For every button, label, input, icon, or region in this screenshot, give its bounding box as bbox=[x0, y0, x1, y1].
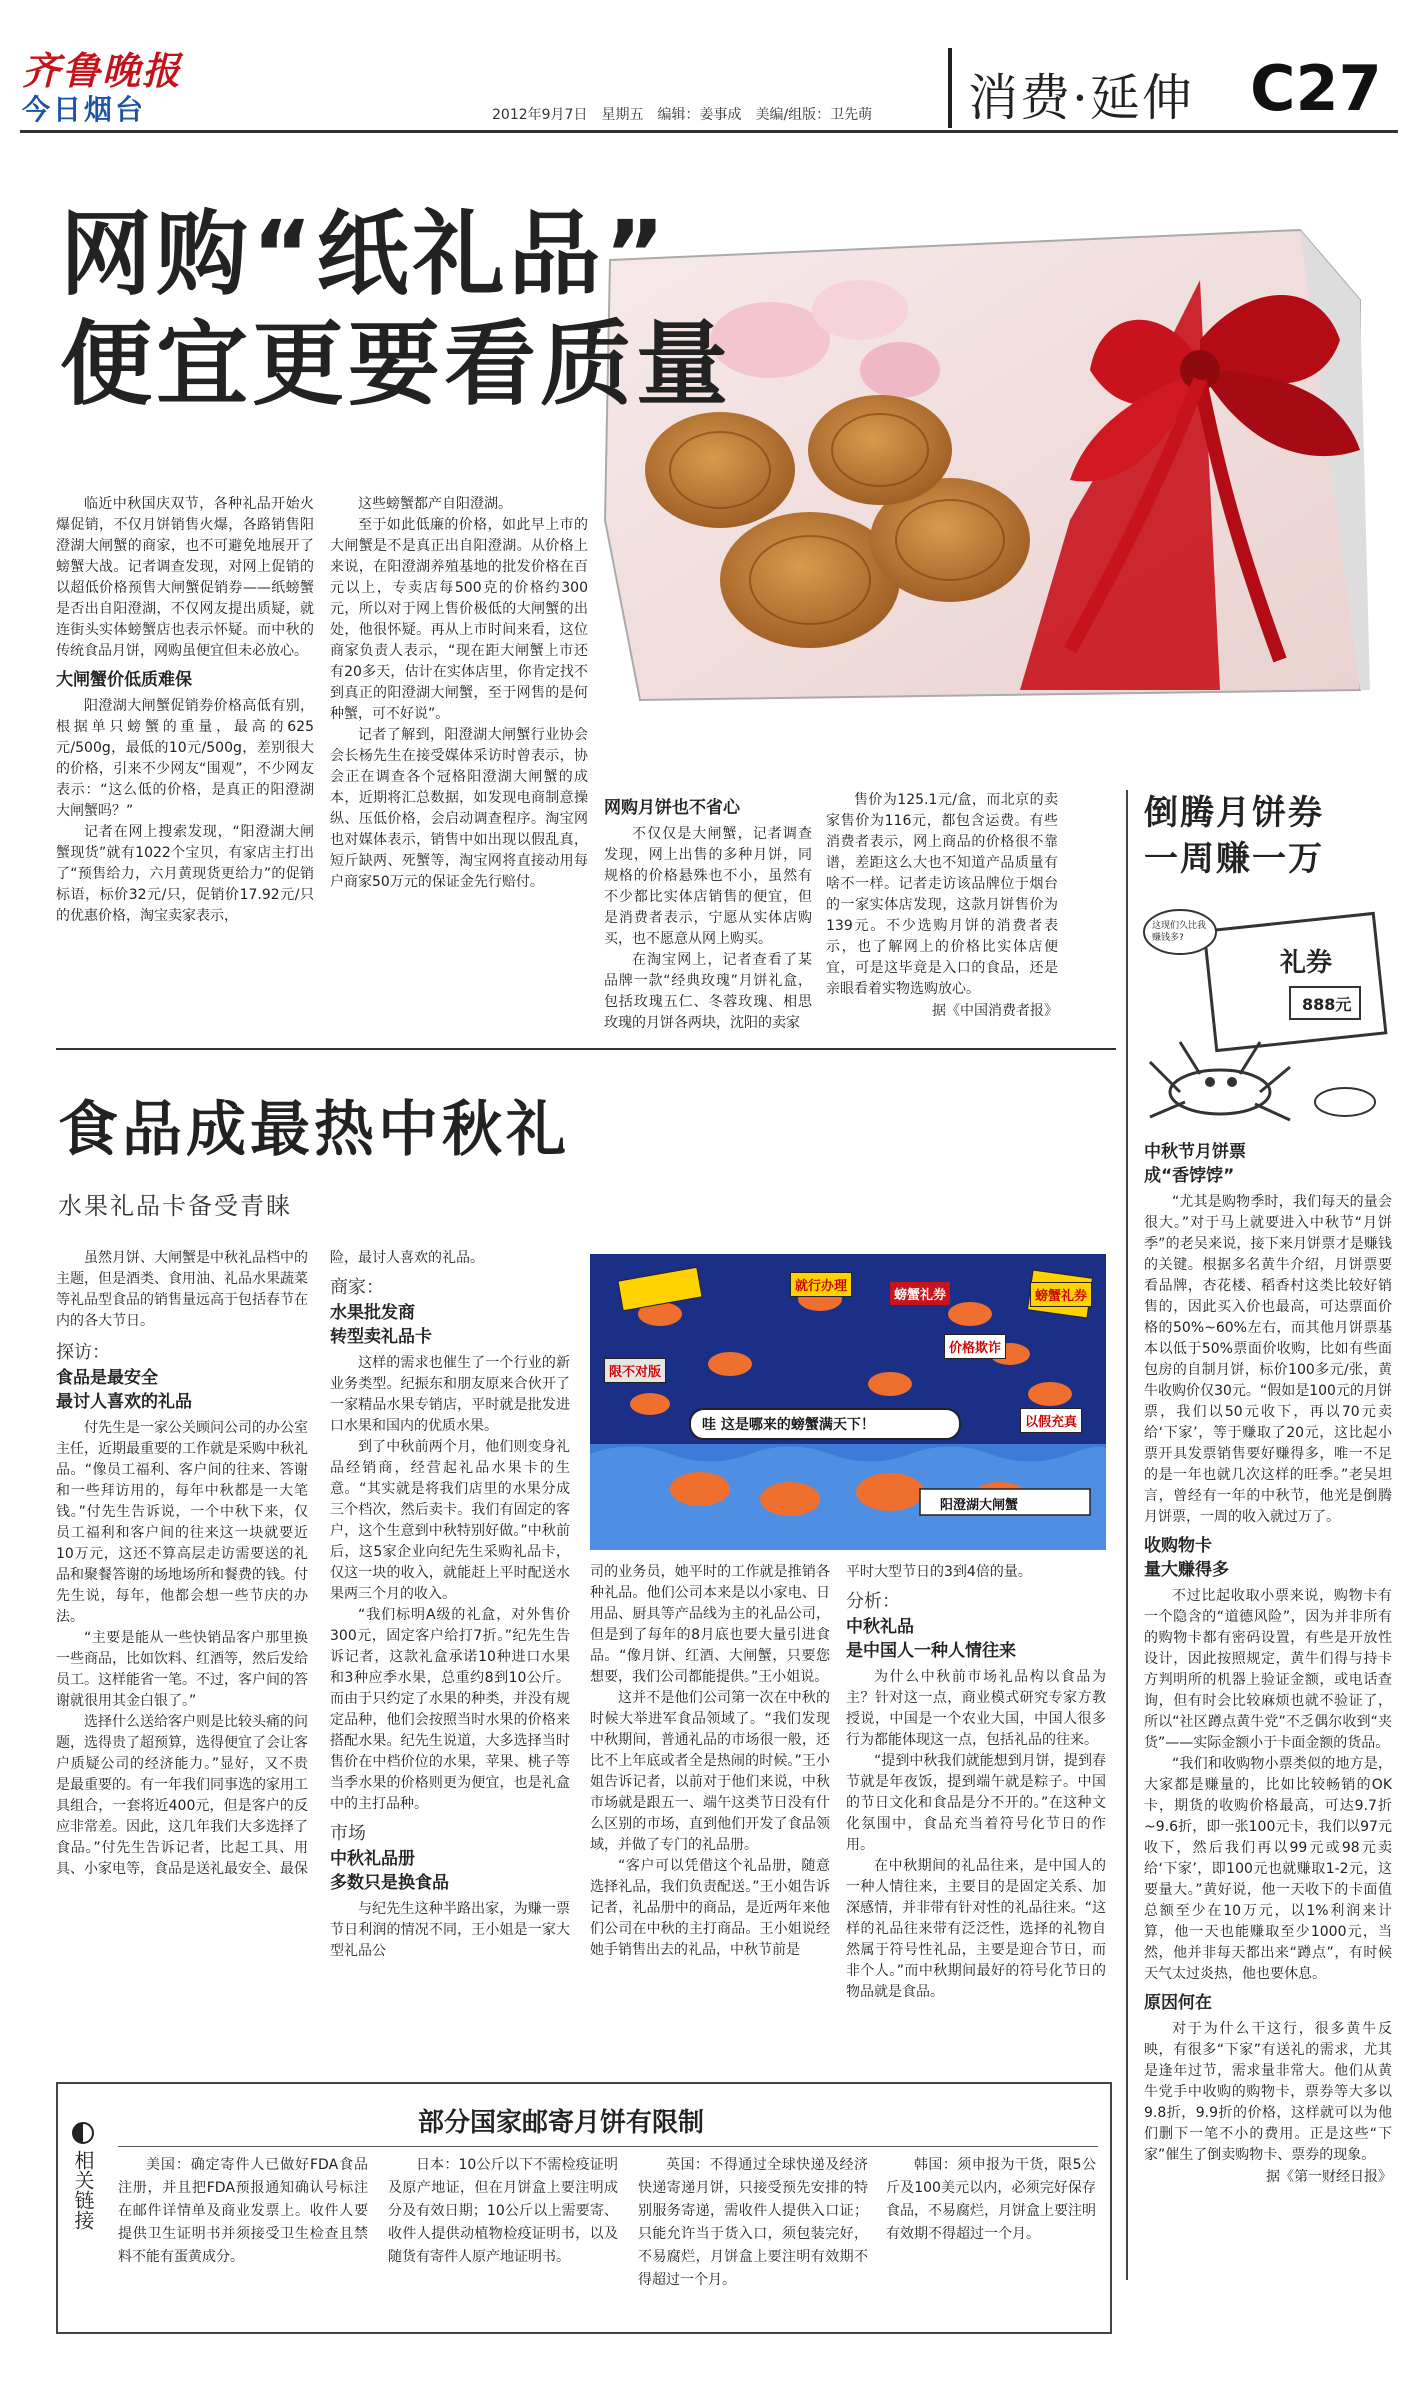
article2-label: 探访： bbox=[56, 1342, 110, 1363]
article2-subhead: 食品是最安全 bbox=[56, 1368, 158, 1388]
article2-subhead: 多数只是换食品 bbox=[330, 1873, 449, 1893]
sidebar-title-1: 倒腾月饼券 bbox=[1144, 793, 1324, 833]
article2-para: “提到中秋我们就能想到月饼，提到春节就是年夜饭，提到端午就是粽子。中国的节日文化和食品是分不开的。”在这种文化氛围中，食品充当着符号化节日的作用。 bbox=[846, 1753, 1106, 1853]
page-number: C27 bbox=[1250, 52, 1382, 125]
cartoon-ticket-price: 888元 bbox=[1302, 995, 1352, 1014]
related-column-uk: 英国：不得通过全球快递及经济快递寄递月饼，只接受预先安排的特别服务寄递，需收件人提供入口证；只能允许当于货入口，须包装完好，不易腐烂，月饼盒上要注明有效期不得超过一个月。 bbox=[638, 2157, 868, 2288]
related-label-circle-icon bbox=[72, 2122, 94, 2144]
sidebar-subhead: 收购物卡 bbox=[1144, 1536, 1212, 1556]
article2-para: “主要是能从一些快销品客户那里换一些商品，比如饮料、红酒等，然后发给员工。这样能省一笔。不过，客户间的答谢就很用其金白银了。” bbox=[56, 1630, 308, 1709]
article1-title-line2: 便宜更要看质量 bbox=[60, 311, 733, 418]
edition-label: 今日烟台 bbox=[22, 93, 147, 126]
article2-para: “客户可以凭借这个礼品册，随意选择礼品，我们负责配送。”王小姐告诉记者，礼品册中的商品，是近两年来他们公司在中秋的主打商品。王小姐说经她手销售出去的礼品，中秋节前是 bbox=[590, 1858, 830, 1958]
article2-para: 到了中秋前两个月，他们则变身礼品经销商，经营起礼品水果卡的生意。“其实就是将我们店里的水果分成三个档次，然后卖卡。我们有固定的客户，这个生意到中秋特别好做。”中秋前后，这5家企业向纪先生采购礼品卡，仅这一块的收入，就能赶上平时配送水果两三个月的收入。 bbox=[330, 1439, 570, 1602]
sidebar-para: 对于为什么干这行，很多黄牛反映，有很多“下家”有送礼的需求，尤其是逢年过节，需求量非常大。他们从黄牛党手中收购的购物卡，票券等大多以9.8折，9.9折的价格，这样就可以为他们删下一笔不小的费用。正是这些“下家”催生了倒卖购物卡、票券的现象。 bbox=[1144, 2021, 1392, 2163]
paper-name: 齐鲁晚报 bbox=[22, 48, 183, 93]
cartoon-tag: 价格欺诈 bbox=[944, 1334, 1006, 1359]
article1-para: 不仅仅是大闸蟹，记者调查发现，网上出售的多种月饼，同规格的价格悬殊也不小，虽然有不少都比实体店销售的便宜，但是消费者表示，宁愿从实体店购买，也不愿意从网上购买。 bbox=[604, 826, 812, 947]
article1-para: 临近中秋国庆双节，各种礼品开始火爆促销，不仅月饼销售火爆，各路销售阳澄湖大闸蟹的商家，也不可避免地展开了螃蟹大战。记者调查发现，对网上促销的以超低价格预售大闸蟹促销券——纸螃蟹是否出自阳澄湖，不仅网友提出质疑，就连街头实体螃蟹店也表示怀疑。而中秋的传统食品月饼，网购虽便宜但未必放心。 bbox=[56, 496, 314, 659]
article1-column-2 bbox=[330, 494, 588, 893]
article2-subhead: 转型卖礼品卡 bbox=[330, 1327, 432, 1347]
article2-para: 虽然月饼、大闸蟹是中秋礼品档中的主题，但是酒类、食用油、礼品水果蔬菜等礼品型食品的销售量远高于包括春节在内的各大节日。 bbox=[56, 1250, 308, 1329]
sidebar-cartoon bbox=[1140, 892, 1390, 1132]
sidebar-subhead: 中秋节月饼票 bbox=[1144, 1142, 1246, 1162]
cartoon-tag: 以假充真 bbox=[1020, 1408, 1082, 1433]
article2-para: 与纪先生这种半路出家，为赚一票节日利润的情况不同，王小姐是一家大型礼品公 bbox=[330, 1901, 570, 1959]
article1-para: 记者在网上搜索发现，“阳澄湖大闸蟹现货”就有1022个宝贝，有家店主打出了“预售给力，六月黄现货更给力”的促销标语，标价32元/只，促销价17.92元/只的优惠价格，淘宝卖家表示， bbox=[56, 824, 314, 924]
sidebar-subhead: 量大赚得多 bbox=[1144, 1560, 1229, 1580]
article2-para: 选择什么送给客户则是比较头痛的问题，选得贵了超预算，选得便宜了会让客户质疑公司的经济能力。”显好，又不贵是最重要的。有一年我们同事选的家用工具组合，一套将近400元，但是客户的反应非常差。因此，这几年我们大多选择了食品。”付先生告诉记者，比起工具、用具、小家电等，食品是送礼最安全、最保 bbox=[56, 1714, 308, 1877]
related-label-text: 相关链接 bbox=[71, 2150, 95, 2230]
article2-subhead: 最讨人喜欢的礼品 bbox=[56, 1392, 192, 1412]
date-line: 2012年9月7日 星期五 编辑：姜事成 美编/组版：卫先萌 bbox=[492, 107, 873, 123]
sidebar-subhead: 原因何在 bbox=[1144, 1993, 1212, 2013]
related-label bbox=[68, 2122, 98, 2230]
article2-para: 在中秋期间的礼品往来，是中国人的一种人情往来，主要目的是固定关系、加深感情，并非带有针对性的礼品往来。“这样的礼品往来带有泛泛性，选择的礼物自然属于符号性礼品，主要是迎合节日，而非个人。”而中秋期间最好的符号化节日的物品就是食品。 bbox=[846, 1858, 1106, 2000]
cartoon-caption: 阳澄湖大闸蟹 bbox=[940, 1498, 1019, 1513]
article1-subhead: 网购月饼也不省心 bbox=[604, 798, 740, 818]
article2-column-2 bbox=[330, 1248, 570, 1962]
article1-para: 记者了解到，阳澄湖大闸蟹行业协会会长杨先生在接受媒体采访时曾表示，协会正在调查各个冠格阳澄湖大闸蟹的成本，近期将汇总数据，如发现电商制意操纵、压低价格，会启动调查程序。淘宝网也对媒体表示，销售中如出现以假乱真，短斤缺两、死蟹等，淘宝网将直接动用每户商家50万元的保证金先行赔付。 bbox=[330, 727, 588, 890]
article2-column-1 bbox=[56, 1248, 308, 1880]
crab-flying-illustration bbox=[590, 1254, 1106, 1550]
sidebar-source: 据《第一财经日报》 bbox=[1266, 2169, 1392, 2185]
article2-para: 为什么中秋前市场礼品构以食品为主？针对这一点，商业模式研究专家方教授说，中国是一个农业大国，中国人很多行为都能体现这一点，包括礼品的往来。 bbox=[846, 1669, 1106, 1748]
cartoon-tag: 就行办理 bbox=[790, 1272, 852, 1297]
article1-headline bbox=[60, 200, 732, 420]
related-links-box bbox=[56, 2082, 1112, 2334]
cartoon-speech: 这现们久比我赚钱多? bbox=[1152, 921, 1207, 943]
cartoon-speech: 哇 这是哪来的螃蟹满天下！ bbox=[702, 1417, 875, 1433]
article2-subhead: 水果批发商 bbox=[330, 1303, 415, 1323]
section-divider bbox=[56, 1048, 1116, 1050]
article1-para: 这些螃蟹都产自阳澄湖。 bbox=[358, 496, 512, 512]
article2-para: 司的业务员，她平时的工作就是推销各种礼品。他们公司本来是以小家电、日用品、厨具等产品线为主的礼品公司，但是到了每年的8月底也要大量引进食品。“像月饼、红酒、大闸蟹，只要您想要，我们公司都能提供。”王小姐说。 bbox=[590, 1564, 830, 1685]
section-title: 消费·延伸 bbox=[968, 69, 1194, 127]
article1-column-4 bbox=[826, 790, 1058, 1020]
related-title-rule bbox=[118, 2146, 1098, 2147]
article1-column-3 bbox=[604, 790, 812, 1034]
sidebar-subhead: 成“香饽饽” bbox=[1144, 1166, 1235, 1186]
article1-para: 阳澄湖大闸蟹促销券价格高低有别，根据单只螃蟹的重量，最高的625元/500g，最低的10元/500g，差别很大的价格，引来不少网友“围观”，不少网友表示：“这么低的价格，是真正的阳澄湖大闸蟹吗？” bbox=[56, 698, 314, 819]
article2-label: 商家： bbox=[330, 1277, 384, 1298]
sidebar-para: “我们和收购物小票类似的地方是，大家都是赚量的，比如比较畅销的OK卡，期货的收购价格最高，可达9.7折~9.6折，即一张100元卡，我们以97元收下，然后我们再以99元或98元卖给‘下家’，即100元也就赚取1-2元，这要量大。”黄好说，他一天收下的卡面值总额至少在10万元，以1%利润来计算，他一天也能赚取至少1000元，当然，他并非每天都出来“蹲点”，有时候天气太过炎热，他也要休息。 bbox=[1144, 1756, 1392, 1982]
related-column-kr: 韩国：须申报为干货，限5公斤及100美元以内，必须完好保存食品，不易腐烂，月饼盒上要注明有效期不得超过一个月。 bbox=[886, 2157, 1096, 2242]
article1-para: 售价为125.1元/盒，而北京的卖家售价为116元，都包含运费。有些消费者表示，网上商品的价格很不靠谱，差距这么大也不知道产品质量有啥不一样。记者走访该品牌位于烟台的一家实体店发现，这款月饼售价为139元。不少选购月饼的消费者表示，也了解网上的价格比实体店便宜，可是这毕竟是入口的食品，还是亲眼看着实物选购放心。 bbox=[826, 792, 1058, 997]
related-column-jp: 日本：10公斤以下不需检疫证明及原产地证，但在月饼盒上要注明成分及有效日期；10公斤以上需要寄、收件人提供动植物检疫证明书，以及随货有寄件人原产地证明书。 bbox=[388, 2157, 618, 2265]
article1-column-1 bbox=[56, 494, 314, 927]
sidebar-para: “尤其是购物季时，我们每天的量会很大。”对于马上就要进入中秋节“月饼季”的老吴来说，接下来月饼票才是赚钱的关键。根据多名黄牛介绍，月饼票要看品牌，杏花楼、稻香村这类比较好销售的，因此买入价也最高，可达票面价格的50%~60%左右，而其他月饼票基本以低于50%票面价收购，比如有些面包房的自制月饼，标价100多元/张，黄牛收购价仅30元。“假如是100元的月饼票，我们以50元收下，再以70元卖给‘下家’，等于赚取了20元，这比起小票开具发票销售要好赚得多，唯一不足的是一年也就几次这样的旺季。”老吴坦言，曾经有一年的中秋节，他光是倒腾月饼票，一周的收入就过万了。 bbox=[1144, 1194, 1392, 1525]
article2-subtitle: 水果礼品卡备受青睐 bbox=[58, 1192, 292, 1220]
article2-title: 食品成最热中秋礼 bbox=[58, 1095, 570, 1165]
article2-label: 分析： bbox=[846, 1591, 900, 1612]
cartoon-tag: 螃蟹礼券 bbox=[1030, 1282, 1092, 1307]
article2-column-3 bbox=[590, 1562, 830, 1961]
article2-para: 平时大型节日的3到4倍的量。 bbox=[846, 1564, 1032, 1580]
masthead bbox=[0, 0, 1417, 135]
crab-cartoon bbox=[590, 1254, 1106, 1550]
article1-title-line1: 网购“纸礼品” bbox=[60, 201, 669, 308]
article1-source: 据《中国消费者报》 bbox=[932, 1003, 1058, 1019]
article2-para: 这样的需求也催生了一个行业的新业务类型。纪振东和朋友原来合伙开了一家精品水果专销店，平时就是批发进口水果和国内的优质水果。 bbox=[330, 1355, 570, 1434]
article2-para: 付先生是一家公关顾问公司的办公室主任，近期最重要的工作就是采购中秋礼品。“像员工福利、客户间的往来、答谢和一些拜访用的，每年中秋都是一大笔钱。”付先生告诉说，一个中秋下来，仅员工福利和客户间的往来这一块就要近10万元，这还不算高层走访需要送的礼品和聚餐答谢的场地场所和餐费的钱。付先生说，每年，他都会想一些节庆的办法。 bbox=[56, 1420, 308, 1625]
article2-subhead: 中秋礼品册 bbox=[330, 1849, 415, 1869]
article1-subhead: 大闸蟹价低质难保 bbox=[56, 670, 192, 690]
related-column-us: 美国：确定寄件人已做好FDA食品注册，并且把FDA预报通知确认号标注在邮件详情单及商业发票上。收件人要提供卫生证明书并须接受卫生检查且禁料不能有蛋黄成分。 bbox=[118, 2157, 368, 2265]
article2-para: 这并不是他们公司第一次在中秋的时候大举进军食品领域了。“我们发现中秋期间，普通礼品的市场很一般，还比不上年底或者全是热闹的时候。”王小姐告诉记者，以前对于他们来说，中秋市场就是跟五一、端午这类节日没有什么区别的市场，直到他们开发了食品领域，并做了专门的礼品册。 bbox=[590, 1690, 830, 1853]
sidebar-title-2: 一周赚一万 bbox=[1144, 839, 1324, 879]
article1-para: 在淘宝网上，记者查看了某品牌一款“经典玫瑰”月饼礼盒，包括玫瑰五仁、冬蓉玫瑰、相思玫瑰的月饼各两块，沈阳的卖家 bbox=[604, 952, 812, 1031]
article2-para: 险，最讨人喜欢的礼品。 bbox=[330, 1250, 484, 1266]
article2-column-4 bbox=[846, 1562, 1106, 2003]
article2-para: “我们标明A级的礼盒，对外售价300元，固定客户给打7折。”纪先生告诉记者，这款礼盒承诺10种进口水果和3种应季水果，总重约8到10公斤。而由于只约定了水果的种类，并没有规定品种，他们会按照当时水果的价格来搭配水果。纪先生说道，大多选择当时售价在中档价位的水果，苹果、桃子等当季水果的价格则更为便宜，也是礼盒中的主打品种。 bbox=[330, 1607, 570, 1812]
masthead-rule bbox=[20, 130, 1398, 133]
article2-subhead: 中秋礼品 bbox=[846, 1617, 914, 1637]
article2-subhead: 是中国人一种人情往来 bbox=[846, 1641, 1016, 1661]
cartoon-ticket-label: 礼券 bbox=[1280, 948, 1333, 978]
sidebar bbox=[1126, 790, 1398, 2280]
article1-para: 至于如此低廉的价格，如此早上市的大闸蟹是不是真正出自阳澄湖。从价格上来说，在阳澄湖养殖基地的批发价格在百元以上，专卖店每500克的价格约300元，所以对于网上售价极低的大闸蟹的出处，他很怀疑。再从上市时间来看，这位商家负责人表示，“现在距大闸蟹上市还有20多天，估计在实体店里，你肯定找不到真正的阳澄湖大闸蟹，至于网售的是何种蟹，可不好说”。 bbox=[330, 517, 588, 722]
sidebar-para: 不过比起收取小票来说，购物卡有一个隐含的“道德风险”，因为并非所有的购物卡都有密码设置，有些是开放性设计，因此按照规定，黄牛们得与持卡方判明所的机器上验证金额，或电话查询，但有时会比较麻烦也就不验证了，所以“社区蹲点黄牛党”不乏偶尔收到“夹货”——实际金额小于卡面金额的货品。 bbox=[1144, 1588, 1392, 1751]
cartoon-tag: 限不对版 bbox=[604, 1358, 666, 1383]
article2-label: 市场 bbox=[330, 1823, 366, 1844]
cartoon-tag: 螃蟹礼券 bbox=[890, 1282, 950, 1305]
related-title: 部分国家邮寄月饼有限制 bbox=[418, 2108, 705, 2138]
masthead-divider bbox=[948, 48, 952, 128]
